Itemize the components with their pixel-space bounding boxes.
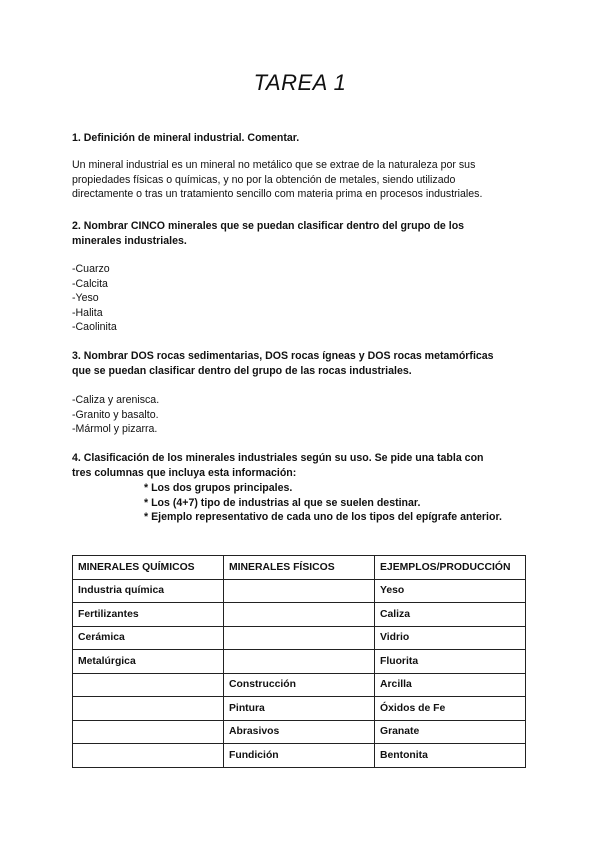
- cell-quimicos: Fertilizantes: [73, 603, 224, 627]
- q4-heading-line: tres columnas que incluya esta información:: [72, 467, 297, 479]
- q2-heading-line: minerales industriales.: [72, 235, 187, 247]
- header-minerales-fisicos: MINERALES FÍSICOS: [224, 556, 375, 580]
- q2-heading-line: 2. Nombrar CINCO minerales que se puedan clasificar dentro del grupo de los: [72, 220, 465, 232]
- cell-quimicos: [73, 720, 224, 744]
- q3-heading-line: 3. Nombrar DOS rocas sedimentarias, DOS rocas ígneas y DOS rocas metamórficas: [72, 350, 494, 362]
- cell-ejemplo: Óxidos de Fe: [375, 697, 526, 721]
- table-row: [73, 626, 526, 650]
- header-minerales-quimicos: MINERALES QUÍMICOS: [73, 556, 224, 580]
- cell-fisicos: [224, 603, 375, 627]
- cell-ejemplo: Granate: [375, 720, 526, 744]
- subitem: * Los dos grupos principales.: [144, 482, 293, 494]
- cell-quimicos: [73, 697, 224, 721]
- cell-fisicos: Fundición: [224, 744, 375, 768]
- q1-line: propiedades físicas o químicas, y no por la obtención de metales, siendo utilizado: [72, 173, 456, 186]
- q1-answer: [72, 158, 542, 202]
- q3-heading: [72, 349, 532, 379]
- cell-ejemplo: Bentonita: [375, 744, 526, 768]
- cell-quimicos: [73, 673, 224, 697]
- q1-heading: 1. Definición de mineral industrial. Comentar.: [72, 132, 300, 144]
- cell-fisicos: [224, 579, 375, 603]
- cell-quimicos: [73, 744, 224, 768]
- cell-ejemplo: Fluorita: [375, 650, 526, 674]
- table-header-row: [73, 556, 526, 580]
- q2-heading: [72, 219, 532, 249]
- q4-heading-line: 4. Clasificación de los minerales industriales según su uso. Se pide una tabla con: [72, 452, 484, 464]
- cell-quimicos: Cerámica: [73, 626, 224, 650]
- cell-fisicos: Pintura: [224, 697, 375, 721]
- header-ejemplos-produccion: EJEMPLOS/PRODUCCIÓN: [375, 556, 526, 580]
- list-item: -Caliza y arenisca.: [72, 394, 160, 406]
- q3-list: [72, 393, 542, 437]
- cell-quimicos: Industria química: [73, 579, 224, 603]
- list-item: -Mármol y pizarra.: [72, 423, 158, 436]
- table-row: [73, 720, 526, 744]
- cell-ejemplo: Vidrio: [375, 626, 526, 650]
- list-item: -Yeso: [72, 292, 99, 305]
- q1-line: directamente o tras un tratamiento sencillo com materia prima en procesos industriales.: [72, 188, 483, 201]
- q3-heading-line: que se puedan clasificar dentro del grupo de las rocas industriales.: [72, 365, 412, 377]
- q4-subitems: [144, 481, 502, 525]
- list-item: -Halita: [72, 306, 103, 319]
- list-item: -Caolinita: [72, 321, 117, 334]
- cell-fisicos: Abrasivos: [224, 720, 375, 744]
- cell-quimicos: Metalúrgica: [73, 650, 224, 674]
- list-item: -Granito y basalto.: [72, 408, 159, 421]
- cell-fisicos: Construcción: [224, 673, 375, 697]
- list-item: -Calcita: [72, 277, 108, 290]
- list-item: -Cuarzo: [72, 263, 110, 275]
- cell-ejemplo: Caliza: [375, 603, 526, 627]
- table-row: [73, 650, 526, 674]
- table-row: [73, 673, 526, 697]
- q1-line: Un mineral industrial es un mineral no metálico que se extrae de la naturaleza por sus: [72, 159, 476, 171]
- table-row: [73, 697, 526, 721]
- q4-heading: [72, 451, 532, 481]
- subitem: * Ejemplo representativo de cada uno de los tipos del epígrafe anterior.: [144, 511, 502, 524]
- page-title: TAREA 1: [253, 70, 347, 95]
- table-row: [73, 603, 526, 627]
- subitem: * Los (4+7) tipo de industrias al que se suelen destinar.: [144, 496, 421, 509]
- cell-fisicos: [224, 626, 375, 650]
- table-row: [73, 744, 526, 768]
- q2-list: [72, 262, 542, 335]
- table-row: [73, 579, 526, 603]
- cell-ejemplo: Arcilla: [375, 673, 526, 697]
- cell-fisicos: [224, 650, 375, 674]
- cell-ejemplo: Yeso: [375, 579, 526, 603]
- classification-table: [72, 555, 526, 768]
